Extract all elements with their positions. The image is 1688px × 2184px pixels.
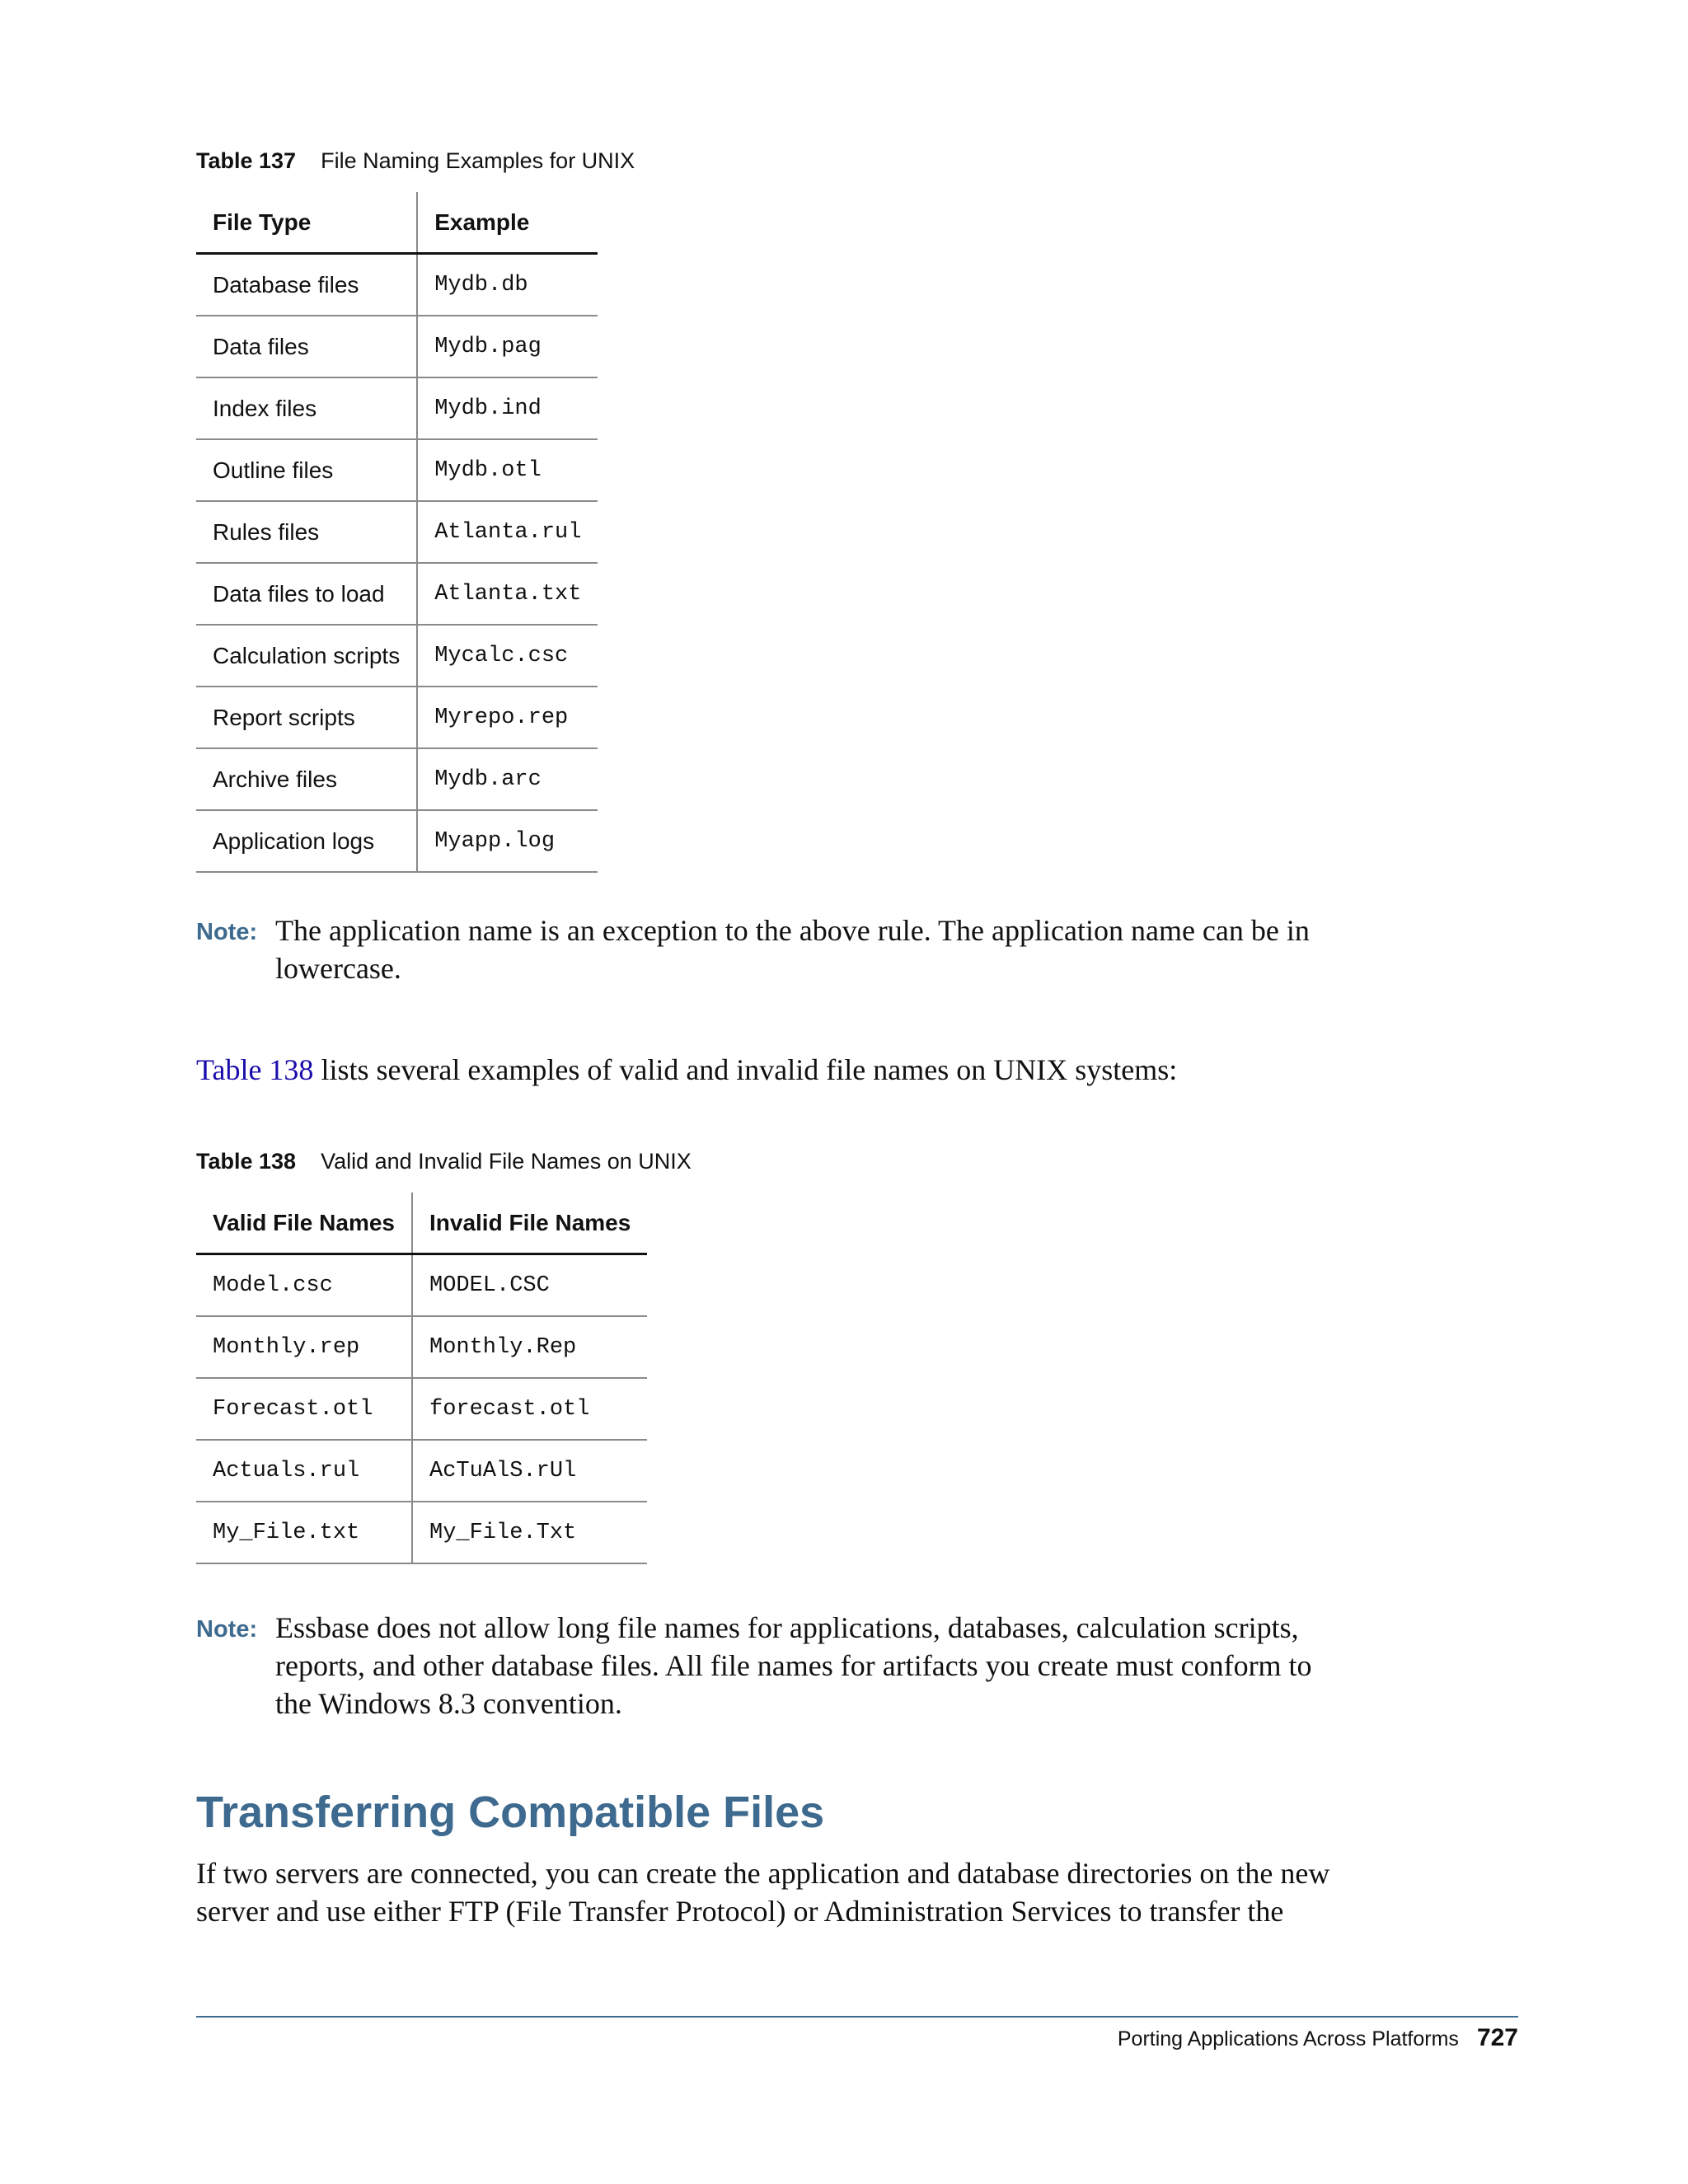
table-row: [196, 748, 598, 810]
table-cell-first: Application logs: [196, 810, 417, 872]
table-row: [196, 1316, 647, 1378]
table-138-caption: [196, 1149, 692, 1174]
table-number: Table 138: [196, 1149, 297, 1174]
table-cell-second: Monthly.Rep: [412, 1316, 647, 1378]
table-cell-first: Forecast.otl: [196, 1378, 412, 1440]
table-cell-second: MODEL.CSC: [412, 1254, 647, 1317]
table-row: [196, 810, 598, 872]
table-cell-second: Myrepo.rep: [417, 687, 598, 748]
section-heading: Transferring Compatible Files: [196, 1788, 825, 1837]
table-cell-first: Index files: [196, 377, 417, 439]
footer-title: Porting Applications Across Platforms: [1117, 2027, 1459, 2050]
table-row: [196, 1440, 647, 1502]
note-text: Essbase does not allow long file names for applications, databases, calculation scripts, reports, and other database files. All file names for artifacts you create must conform to the Windows 8.3 convention.: [275, 1611, 1312, 1720]
table-row: [196, 377, 598, 439]
table-cell-first: My_File.txt: [196, 1502, 412, 1563]
table-cell-first: Database files: [196, 254, 417, 316]
table-row: [196, 1254, 647, 1317]
table-row: [196, 1502, 647, 1563]
table-cell-second: Atlanta.rul: [417, 501, 598, 563]
table-138-link[interactable]: Table 138: [196, 1053, 314, 1086]
table-cell-first: Data files to load: [196, 563, 417, 625]
table-row: [196, 687, 598, 748]
table-cell-second: My_File.Txt: [412, 1502, 647, 1563]
footer-rule: [196, 2016, 1518, 2018]
table-cell-second: Mydb.ind: [417, 377, 598, 439]
table-cell-first: Report scripts: [196, 687, 417, 748]
table-cell-second: AcTuAlS.rUl: [412, 1440, 647, 1502]
table-cell-first: Model.csc: [196, 1254, 412, 1317]
table-137-caption: [196, 148, 635, 174]
intro-text: lists several examples of valid and invalid file names on UNIX systems:: [313, 1053, 1178, 1086]
table-cell-second: Mydb.pag: [417, 316, 598, 377]
table-row: [196, 563, 598, 625]
intro-paragraph: [196, 1051, 1367, 1089]
table-138: [196, 1193, 647, 1564]
table-137: [196, 192, 598, 873]
table-number: Table 137: [196, 148, 297, 173]
table-cell-first: Calculation scripts: [196, 625, 417, 687]
table-cell-first: Monthly.rep: [196, 1316, 412, 1378]
table-row: [196, 625, 598, 687]
table-cell-first: Rules files: [196, 501, 417, 563]
note-2: [196, 1609, 1350, 1722]
note-label: Note:: [196, 1616, 258, 1643]
column-header: Example: [417, 192, 598, 254]
table-cell-second: forecast.otl: [412, 1378, 647, 1440]
table-cell-second: Mycalc.csc: [417, 625, 598, 687]
column-header: Valid File Names: [196, 1193, 412, 1254]
section-paragraph: If two servers are connected, you can create the application and database directories on the new server and use either FTP (File Transfer Protocol) or Administration Services to transfer the: [196, 1857, 1330, 1928]
column-header: Invalid File Names: [412, 1193, 647, 1254]
page-footer: [1118, 2024, 1518, 2052]
page-number: 727: [1476, 2024, 1518, 2051]
table-row: [196, 1378, 647, 1440]
note-label: Note:: [196, 919, 258, 945]
table-cell-second: Mydb.arc: [417, 748, 598, 810]
table-cell-first: Actuals.rul: [196, 1440, 412, 1502]
table-header-row: [196, 1193, 647, 1254]
table-cell-first: Outline files: [196, 439, 417, 501]
note-1: [196, 912, 1350, 987]
table-cell-second: Mydb.otl: [417, 439, 598, 501]
table-row: [196, 316, 598, 377]
table-cell-first: Archive files: [196, 748, 417, 810]
table-row: [196, 439, 598, 501]
table-header-row: [196, 192, 598, 254]
note-text: The application name is an exception to the above rule. The application name can be in lowercase.: [275, 914, 1310, 985]
table-title: Valid and Invalid File Names on UNIX: [321, 1149, 692, 1174]
table-cell-first: Data files: [196, 316, 417, 377]
table-cell-second: Myapp.log: [417, 810, 598, 872]
table-cell-second: Mydb.db: [417, 254, 598, 316]
table-row: [196, 501, 598, 563]
table-cell-second: Atlanta.txt: [417, 563, 598, 625]
table-row: [196, 254, 598, 316]
column-header: File Type: [196, 192, 417, 254]
table-title: File Naming Examples for UNIX: [321, 148, 635, 173]
